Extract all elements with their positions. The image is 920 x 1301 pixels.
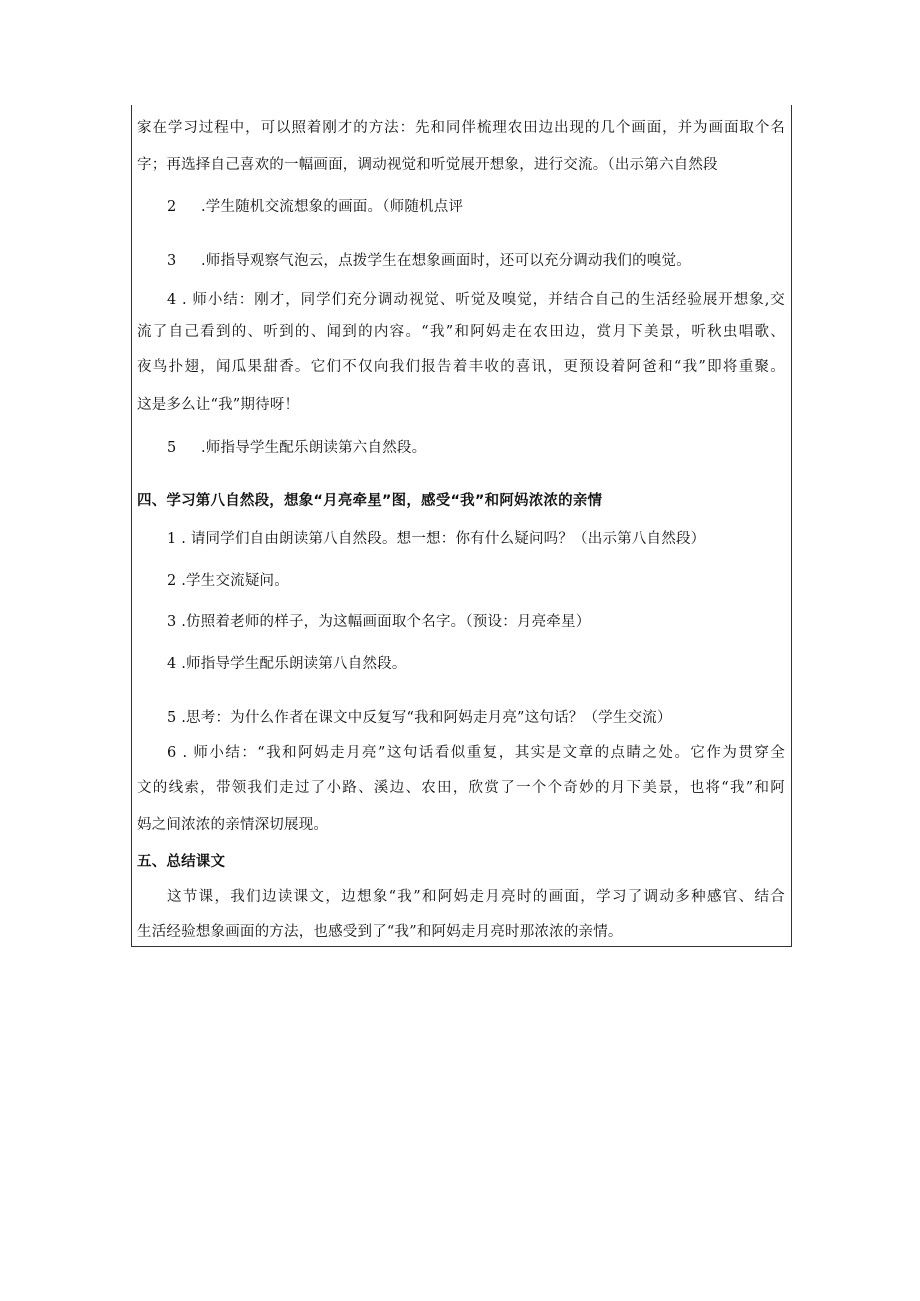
list-item: [167, 251, 785, 271]
paragraph-line: 这节课，我们边读课文，边想象“我”和阿妈走月亮时的画面，学习了调动多种感官、结合: [167, 889, 785, 905]
list-item: [167, 197, 785, 217]
list-item-text: .师指导学生配乐朗读第六自然段。: [201, 440, 427, 456]
list-item: 5 .思考：为什么作者在课文中反复写“我和阿妈走月亮”这句话？（学生交流）: [167, 710, 672, 726]
list-item-number: 5: [167, 440, 177, 456]
list-item-text: .学生随机交流想象的画面。（师随机点评: [201, 199, 464, 215]
paragraph-line: 妈之间浓浓的亲情深切展现。: [137, 817, 329, 833]
list-item: 2 .学生交流疑问。: [167, 573, 289, 589]
paragraph-line: 夜鸟扑翅，闻瓜果甜香。它们不仅向我们报告着丰收的喜讯，更预设着阿爸和“我”即将重聚。: [137, 359, 785, 375]
list-item: 3 .仿照着老师的样子，为这幅画面取个名字。（预设：月亮牵星）: [167, 614, 591, 630]
list-item: 1 . 请同学们自由朗读第八自然段。想一想：你有什么疑问吗？（出示第八自然段）: [167, 531, 706, 547]
paragraph-line: 4 . 师小结：刚才，同学们充分调动视觉、听觉及嗅觉，并结合自己的生活经验展开想象,交: [167, 292, 785, 308]
paragraph-line: 文的线索，带领我们走过了小路、溪边、农田，欣赏了一个个奇妙的月下美景，也将“我”和阿: [137, 780, 785, 796]
list-item-number: 3: [167, 253, 177, 269]
list-item-number: 2: [167, 199, 177, 215]
section-heading: 四、学习第八自然段，想象“月亮牵星”图，感受“我”和阿妈浓浓的亲情: [137, 493, 603, 509]
list-item: [167, 438, 785, 458]
paragraph-line: 这是多么让“我”期待呀！: [137, 397, 300, 413]
paragraph-line: 家在学习过程中，可以照着刚才的方法：先和同伴梳理农田边出现的几个画面，并为画面取个名: [137, 120, 785, 136]
paragraph-line: 流了自己看到的、听到的、闻到的内容。“我”和阿妈走在农田边，赏月下美景，听秋虫唱歌、: [137, 324, 785, 340]
paragraph-line: 生活经验想象画面的方法，也感受到了“我”和阿妈走月亮时那浓浓的亲情。: [137, 924, 623, 940]
section-heading: 五、总结课文: [137, 854, 226, 870]
paragraph-line: 6 . 师小结：“我和阿妈走月亮”这句话看似重复，其实是文章的点睛之处。它作为贯穿全: [167, 745, 785, 761]
paragraph-line: 字；再选择自己喜欢的一幅画面，调动视觉和听觉展开想象，进行交流。（出示第六自然段: [137, 157, 718, 173]
list-item-text: .师指导观察气泡云，点拨学生在想象画面时，还可以充分调动我们的嗅觉。: [201, 253, 691, 269]
list-item: 4 .师指导学生配乐朗读第八自然段。: [167, 656, 407, 672]
